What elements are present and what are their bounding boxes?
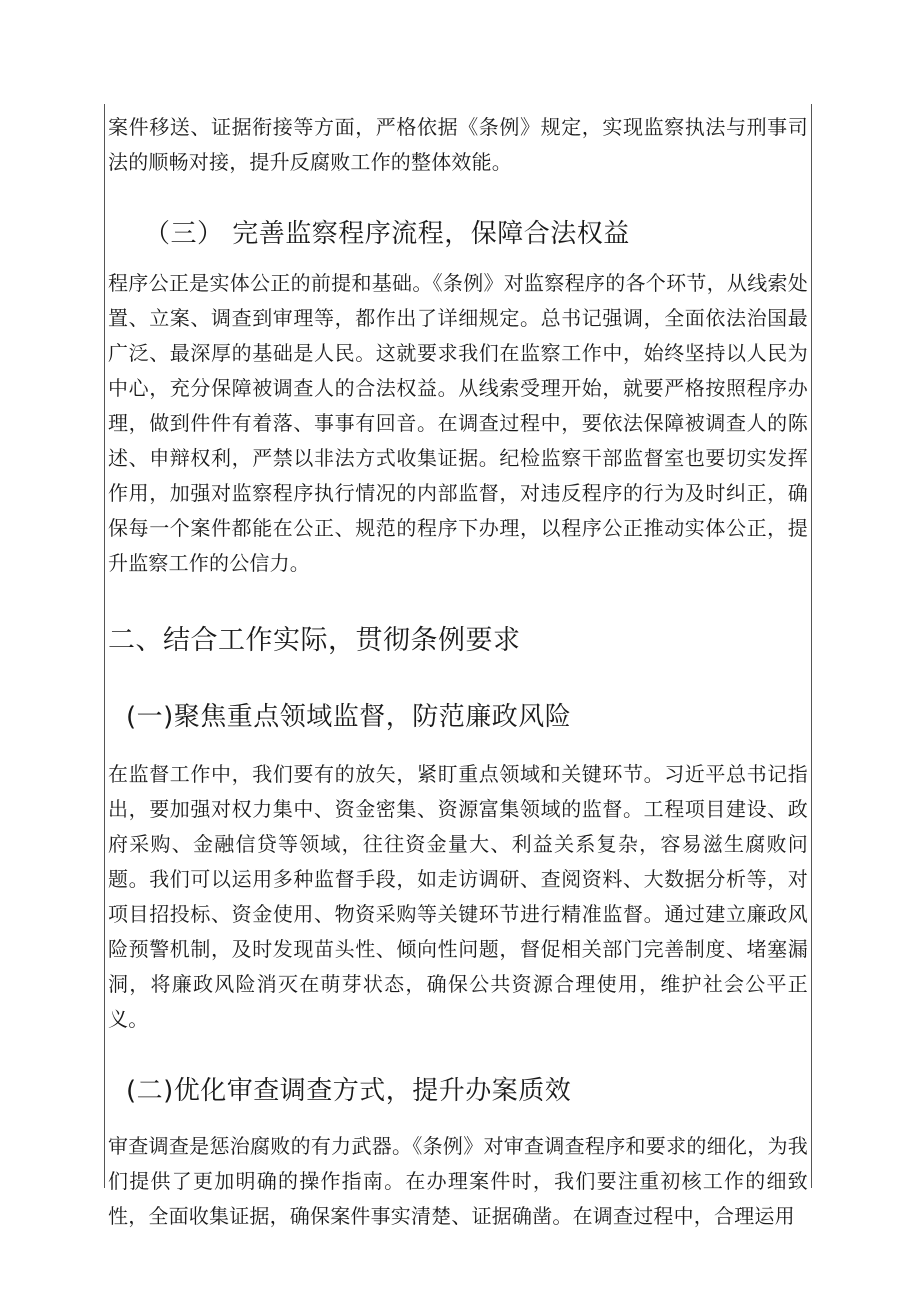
- heading-improve-procedure: （三） 完善监察程序流程，保障合法权益: [144, 219, 630, 249]
- paragraph-key-area-supervision: 在监督工作中，我们要有的放矢，紧盯重点领域和关键环节。习近平总书记指出，要加强对权力集中、资金密集、资源富集领域的监督。工程项目建设、政府采购、金融信贷等领域，往往资金量大、利益关系复杂，容易滋生腐败问题。我们可以运用多种监督手段，如走访调研、查阅资料、大数据分析等，对项目招投标、资金使用、物资采购等关键环节进行精准监督。通过建立廉政风险预警机制，及时发现苗头性、倾向性问题，督促相关部门完善制度、堵塞漏洞，将廉政风险消灭在萌芽状态，确保公共资源合理使用，维护社会公平正义。: [108, 762, 808, 1031]
- page-border-right: [811, 104, 812, 1188]
- heading-section-two: 二、结合工作实际，贯彻条例要求: [108, 625, 521, 656]
- page-border-left: [104, 104, 105, 1188]
- paragraph-investigation: 审查调查是惩治腐败的有力武器。《条例》对审查调查程序和要求的细化，为我们提供了更加明确的操作指南。在办理案件时，我们要注重初核工作的细致性，全面收集证据，确保案件事实清楚、证据确凿。在调查过程中，合理运用: [108, 1134, 808, 1228]
- paragraph-procedural-justice: 程序公正是实体公正的前提和基础。《条例》对监察程序的各个环节，从线索处置、立案、调查到审理等，都作出了详细规定。总书记强调，全面依法治国最广泛、最深厚的基础是人民。这就要求我们在监察工作中，始终坚持以人民为中心，充分保障被调查人的合法权益。从线索受理开始，就要严格按照程序办理，做到件件有着落、事事有回音。在调查过程中，要依法保障被调查人的陈述、申辩权利，严禁以非法方式收集证据。纪检监察干部监督室也要切实发挥作用，加强对监察程序执行情况的内部监督，对违反程序的行为及时纠正，确保每一个案件都能在公正、规范的程序下办理，以程序公正推动实体公正，提升监察工作的公信力。: [108, 271, 808, 575]
- heading-key-area-supervision: (一)聚焦重点领域监督，防范廉政风险: [126, 702, 572, 732]
- paragraph-case-transfer: 案件移送、证据衔接等方面，严格依据《条例》规定，实现监察执法与刑事司法的顺畅对接，提升反腐败工作的整体效能。: [108, 115, 808, 174]
- heading-optimize-investigation: (二)优化审查调查方式，提升办案质效: [126, 1076, 572, 1106]
- document-body: [108, 110, 808, 1234]
